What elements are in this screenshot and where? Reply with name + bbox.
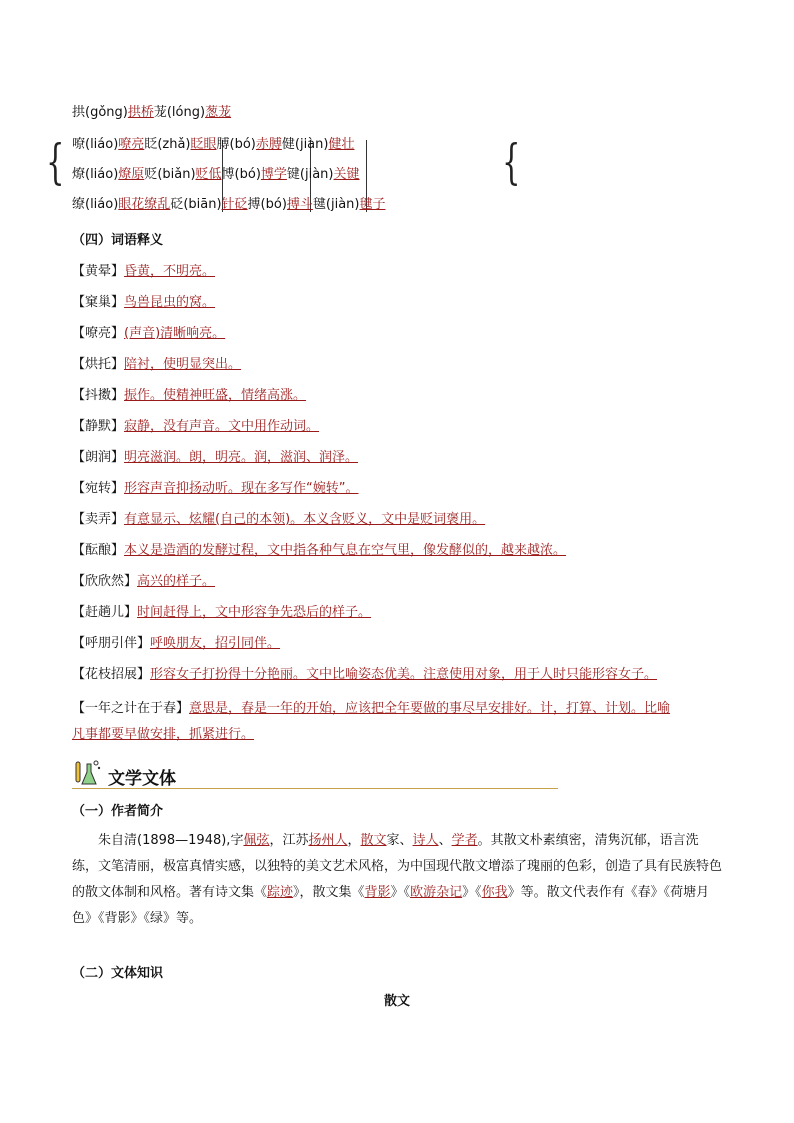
definition <box>72 570 215 589</box>
char: 砭(biān) <box>170 197 222 212</box>
word: 眼花缭乱 <box>118 197 171 212</box>
char: 毽(jiàn) <box>312 197 360 212</box>
definition <box>72 539 566 558</box>
char: 茏(lóng) <box>153 105 206 120</box>
word: 针砭 <box>221 197 248 212</box>
genre-title: 散文 <box>383 994 410 1009</box>
char: 博(bó) <box>221 167 261 182</box>
word: 嘹亮 <box>118 137 145 152</box>
definition <box>72 477 359 496</box>
pinyin-row <box>72 104 231 122</box>
definition <box>72 291 215 310</box>
text: ，江苏 <box>269 833 309 848</box>
genre-heading: （二）文体知识 <box>72 966 164 981</box>
left-brace-icon: { <box>46 134 65 190</box>
char: 燎(liáo) <box>72 167 119 182</box>
term: 【窠巢】 <box>72 295 125 310</box>
meaning: 形容女子打扮得十分艳丽。文中比喻姿态优美。注意使用对象，用于人时只能形容女子。 <box>150 667 658 682</box>
text: 朱自清(1898—1948),字 <box>98 833 244 848</box>
word: 毽子 <box>359 197 386 212</box>
char: 搏(bó) <box>247 197 287 212</box>
term: 【抖擞】 <box>72 388 125 403</box>
meaning: 形容声音抑扬动听。现在多写作“婉转”。 <box>124 481 359 496</box>
underlined: 佩弦 <box>243 833 270 848</box>
word: 拱桥 <box>127 105 154 120</box>
term: 【欣欣然】 <box>72 574 138 589</box>
term: 【花枝招展】 <box>72 667 151 682</box>
underlined: 诗人 <box>412 833 439 848</box>
char: 缭(liáo) <box>72 197 119 212</box>
underlined: 背影 <box>364 885 391 900</box>
definition <box>72 384 306 403</box>
word: 眨眼 <box>190 137 217 152</box>
definition <box>72 446 358 465</box>
term: 【赶趟儿】 <box>72 605 138 620</box>
definition <box>72 322 225 341</box>
underlined: 学者 <box>451 833 478 848</box>
word: 搏斗 <box>286 197 313 212</box>
text: ， <box>347 833 361 848</box>
meaning: 呼唤朋友，招引同伴。 <box>150 636 281 651</box>
meaning: 寂静，没有声音。文中用作动词。 <box>124 419 320 434</box>
author-heading: （一）作者简介 <box>72 804 164 819</box>
char: 眨(zhǎ) <box>144 137 191 152</box>
char: 嘹(liáo) <box>72 137 119 152</box>
text: 。其散文朴素缜密，清隽沉郁，语言洗练，文笔清丽，极富真情实感，以独特的美文艺术风格，为中国现代散文增添了瑰丽的色彩，创造了具有民族特色的散文体制和风格。著有诗文集《 <box>72 833 723 900</box>
term: 【卖弄】 <box>72 512 125 527</box>
char: 贬(biǎn) <box>144 167 196 182</box>
term: 【一年之计在于春】 <box>72 701 190 716</box>
word: 燎原 <box>118 167 145 182</box>
pinyin-row <box>72 136 354 154</box>
term: 【朗润】 <box>72 450 125 465</box>
meaning: (声音)清晰响亮。 <box>124 326 226 341</box>
text: 》《 <box>462 885 482 900</box>
definition <box>72 260 215 279</box>
definition <box>72 353 241 372</box>
text: 家、 <box>386 833 413 848</box>
meaning: 高兴的样子。 <box>137 574 216 589</box>
meaning: 昏黄，不明亮。 <box>124 264 216 279</box>
term: 【酝酿】 <box>72 543 125 558</box>
definition <box>72 632 280 651</box>
definition <box>72 663 657 682</box>
underlined: 踪迹 <box>267 885 294 900</box>
word: 健壮 <box>328 137 355 152</box>
term: 【烘托】 <box>72 357 125 372</box>
word: 贬低 <box>195 167 222 182</box>
section-title-text: 文学文体 <box>108 769 176 789</box>
meaning: 意思是，春是一年的开始，应该把全年要做的事尽早安排好。计，打算、计划。比喻 <box>189 701 671 716</box>
term: 【宛转】 <box>72 481 125 496</box>
char: 键(jiàn) <box>286 167 334 182</box>
char: 健(jiàn) <box>281 137 329 152</box>
definition <box>72 508 485 527</box>
word: 葱茏 <box>205 105 232 120</box>
meaning: 时间赶得上，文中形容争先恐后的样子。 <box>137 605 372 620</box>
text: 》《 <box>390 885 411 900</box>
definition <box>72 415 319 434</box>
char: 拱(gǒng) <box>72 105 128 120</box>
underlined: 扬州人 <box>308 833 348 848</box>
author-paragraph <box>72 828 724 932</box>
flask-icon <box>72 758 102 788</box>
word: 博学 <box>260 167 287 182</box>
meaning: 有意显示、炫耀(自己的本领)。本义含贬义，文中是贬词褒用。 <box>124 512 486 527</box>
pinyin-row <box>72 166 360 184</box>
text: 》，散文集《 <box>293 885 365 900</box>
meaning: 鸟兽昆虫的窝。 <box>124 295 216 310</box>
word: 关键 <box>333 167 360 182</box>
underlined: 你我 <box>481 885 508 900</box>
vocab-heading: （四）词语释义 <box>72 233 164 248</box>
meaning-cont: 凡事都要早做安排，抓紧进行。 <box>72 727 255 742</box>
term: 【静默】 <box>72 419 125 434</box>
right-brace-icon: { <box>502 134 521 190</box>
pinyin-row <box>72 196 386 214</box>
meaning: 本义是造酒的发酵过程，文中指各种气息在空气里，像发酵似的，越来越浓。 <box>124 543 567 558</box>
word: 赤膊 <box>255 137 282 152</box>
term: 【呼朋引伴】 <box>72 636 151 651</box>
char: 膊(bó) <box>216 137 256 152</box>
text: 》等。散文代表作有《春》《荷塘月色》《背影》《绿》等。 <box>72 885 710 926</box>
meaning: 振作。使精神旺盛，情绪高涨。 <box>124 388 307 403</box>
term: 【黄晕】 <box>72 264 125 279</box>
section-title <box>72 758 558 789</box>
underlined: 散文 <box>360 833 387 848</box>
term: 【嘹亮】 <box>72 326 125 341</box>
definition <box>72 696 724 748</box>
definition <box>72 601 371 620</box>
text: 、 <box>438 833 452 848</box>
underlined: 欧游杂记 <box>410 885 463 900</box>
meaning: 明亮滋润。朗，明亮。润，滋润、润泽。 <box>124 450 359 465</box>
meaning: 陪衬，使明显突出。 <box>124 357 242 372</box>
